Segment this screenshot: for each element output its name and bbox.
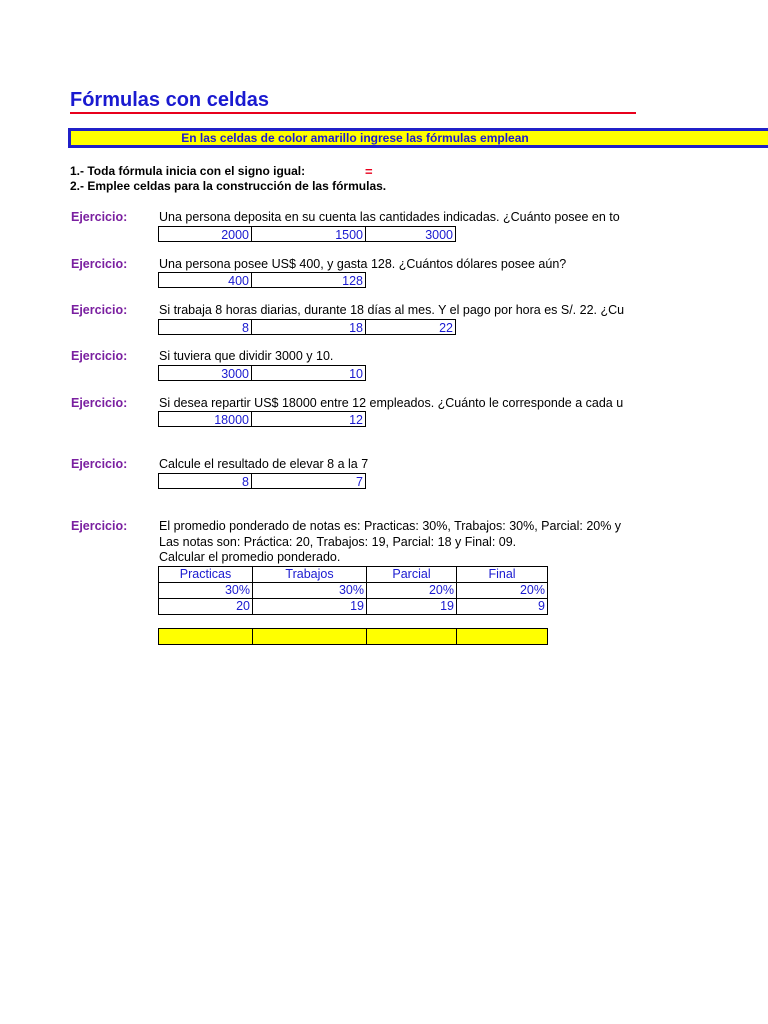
exercise-7-text-line-1: El promedio ponderado de notas es: Practicas: 30%, Trabajos: 30%, Parcial: 20% y	[159, 519, 622, 533]
table-row-grades	[159, 599, 548, 615]
exercise-label: Ejercicio:	[71, 210, 128, 224]
exercise-label: Ejercicio:	[71, 457, 128, 471]
grade-cell[interactable]: 19	[253, 599, 367, 615]
cell-value[interactable]: 8	[158, 319, 252, 335]
instruction-banner	[68, 128, 768, 148]
cell-value[interactable]: 2000	[158, 226, 252, 242]
weight-cell[interactable]: 30%	[159, 583, 253, 599]
banner-text: En las celdas de color amarillo ingrese las fórmulas emplean	[181, 131, 529, 145]
answer-row-table	[158, 628, 548, 645]
cell-value[interactable]: 400	[158, 272, 252, 288]
header-cell: Practicas	[159, 567, 253, 583]
header-cell: Parcial	[367, 567, 457, 583]
answer-cell[interactable]	[457, 629, 548, 645]
cell-value[interactable]: 18	[251, 319, 366, 335]
cell-value[interactable]: 128	[251, 272, 366, 288]
exercise-3-text: Si trabaja 8 horas diarias, durante 18 días al mes. Y el pago por hora es S/. 22. ¿Cu	[159, 303, 625, 317]
exercise-2-text: Una persona posee US$ 400, y gasta 128. ¿Cuántos dólares posee aún?	[159, 257, 567, 271]
cell-value[interactable]: 22	[365, 319, 456, 335]
grade-cell[interactable]: 9	[457, 599, 548, 615]
cell-value[interactable]: 18000	[158, 411, 252, 427]
cell-value[interactable]: 1500	[251, 226, 366, 242]
exercise-7-text-line-2: Las notas son: Práctica: 20, Trabajos: 19, Parcial: 18 y Final: 09.	[159, 535, 517, 549]
exercise-5-text: Si desea repartir US$ 18000 entre 12 empleados. ¿Cuánto le corresponde a cada u	[159, 396, 624, 410]
exercise-label: Ejercicio:	[71, 396, 128, 410]
exercise-7-text-line-3: Calcular el promedio ponderado.	[159, 550, 341, 564]
rule-1: 1.- Toda fórmula inicia con el signo igual:	[70, 164, 306, 178]
cell-value[interactable]: 7	[251, 473, 366, 489]
exercise-label: Ejercicio:	[71, 519, 128, 533]
page-title: Fórmulas con celdas	[70, 89, 269, 111]
exercise-6-cells	[158, 473, 366, 489]
weight-cell[interactable]: 20%	[457, 583, 548, 599]
title-underline	[70, 112, 636, 114]
header-cell: Final	[457, 567, 548, 583]
table-header-row	[159, 567, 548, 583]
answer-cell[interactable]	[159, 629, 253, 645]
exercise-1-cells	[158, 226, 456, 242]
cell-value[interactable]: 10	[251, 365, 366, 381]
grade-cell[interactable]: 19	[367, 599, 457, 615]
exercise-4-text: Si tuviera que dividir 3000 y 10.	[159, 349, 334, 363]
cell-value[interactable]: 8	[158, 473, 252, 489]
grade-cell[interactable]: 20	[159, 599, 253, 615]
exercise-2-cells	[158, 272, 366, 288]
exercise-4-cells	[158, 365, 366, 381]
rule-2: 2.- Emplee celdas para la construcción de las fórmulas.	[70, 179, 387, 193]
exercise-label: Ejercicio:	[71, 303, 128, 317]
cell-value[interactable]: 3000	[158, 365, 252, 381]
answer-cell[interactable]	[253, 629, 367, 645]
exercise-label: Ejercicio:	[71, 257, 128, 271]
weight-cell[interactable]: 30%	[253, 583, 367, 599]
answer-cell[interactable]	[367, 629, 457, 645]
weighted-average-table	[158, 566, 548, 615]
exercise-6-text: Calcule el resultado de elevar 8 a la 7	[159, 457, 369, 471]
answer-row	[159, 629, 548, 645]
exercise-3-cells	[158, 319, 456, 335]
table-row-weights	[159, 583, 548, 599]
header-cell: Trabajos	[253, 567, 367, 583]
exercise-5-cells	[158, 411, 366, 427]
exercise-1-text: Una persona deposita en su cuenta las cantidades indicadas. ¿Cuánto posee en to	[159, 210, 620, 224]
equals-sign: =	[365, 164, 373, 179]
cell-value[interactable]: 12	[251, 411, 366, 427]
exercise-label: Ejercicio:	[71, 349, 128, 363]
weight-cell[interactable]: 20%	[367, 583, 457, 599]
cell-value[interactable]: 3000	[365, 226, 456, 242]
